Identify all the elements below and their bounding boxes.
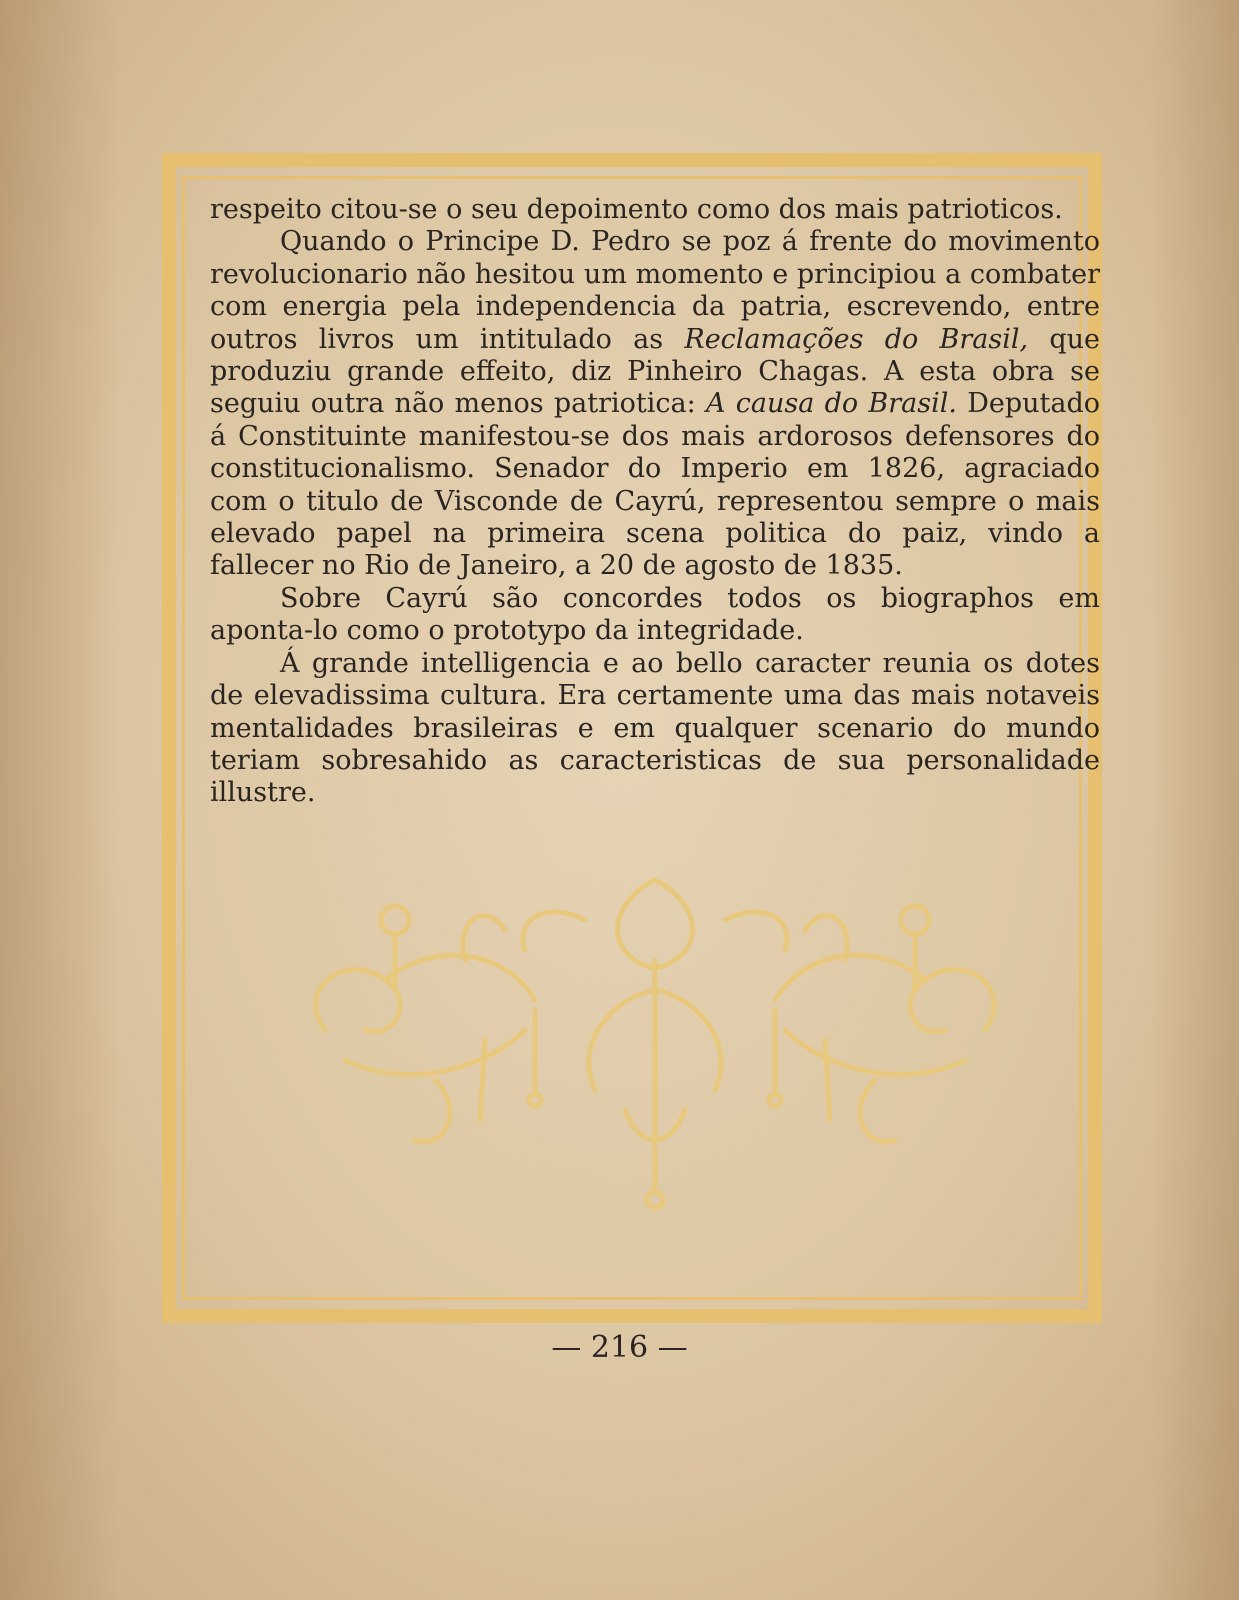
italic-title: Reclamações do Brasil, bbox=[684, 323, 1029, 355]
text-run: que produziu grande effeito, diz Pinheiro Chagas. A esta obra se seguiu outra não menos patriotica: bbox=[210, 323, 1100, 420]
text-run: Quando o Principe D. Pedro se poz á frente do movimento revolucionario não hesitou um momento e principiou a combater com energia pela independencia da patria, escrevendo, entre outros livros um intitulado as bbox=[210, 226, 1100, 355]
floral-ornament-icon bbox=[285, 860, 1025, 1220]
text-run: Sobre Cayrú são concordes todos os biographos em aponta-lo como o prototypo da integridade. bbox=[210, 582, 1100, 647]
text-run: Á grande intelligencia e ao bello caracter reunia os dotes de elevadissima cultura. Era certamente uma das mais notaveis mentalidades brasileiras e em qualquer scenario do mundo teriam sobresahido as caracteristicas de sua personalidade illustre. bbox=[210, 647, 1100, 809]
body-text bbox=[210, 194, 1100, 810]
page-number: — 216 — bbox=[551, 1330, 688, 1365]
text-run: respeito citou-se o seu depoimento como dos mais patrioticos. bbox=[210, 194, 1063, 225]
paragraph bbox=[210, 583, 1100, 648]
paragraph bbox=[210, 194, 1100, 226]
paragraph bbox=[210, 226, 1100, 582]
text-run: Deputado á Constituinte manifestou-se dos mais ardorosos defensores do constitucionalismo. Senador do Imperio em 1826, agraciado com o titulo de Visconde de Cayrú, representou sempre o mais elevado papel na primeira scena politica do paiz, vindo a fallecer no Rio de Janeiro, a 20 de agosto de 1835. bbox=[210, 388, 1100, 582]
paragraph bbox=[210, 648, 1100, 810]
italic-title: A causa do Brasil. bbox=[706, 388, 957, 420]
